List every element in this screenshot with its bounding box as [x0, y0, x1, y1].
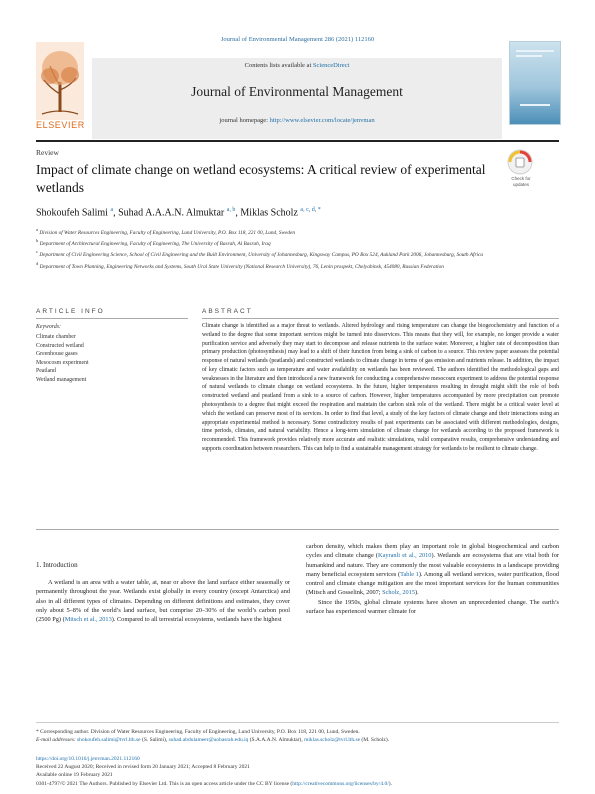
keyword: Constructed wetland — [36, 342, 84, 349]
author-affiliation-marker[interactable]: a, b — [226, 207, 236, 213]
abstract-text: Climate change is identified as a major threat to wetlands. Altered hydrology and rising temperature can change the biogeochemistry and function of a wetland to the degree that some important services might be turned into disservices. This means that they will, for example, no longer provide a water purification service and adversely they may start to decompose and release nutrients to the surface water. Moreover, a higher rate of decomposition than primary production (photosynthesis) may lead to a shift of their function from being a sink of carbon to a source. This review paper assesses the potential response of natural wetlands (peatlands) and constructed wetlands to climate change in terms of gas emission and nutrients release. In addition, the impact of key climatic factors such as temperature and water availability on wetlands has been reviewed. The authors identified the methodological gaps and weaknesses in the literature and then introduced a new framework for conducting a comprehensive mesocosm experiment to address the potential response of natural wetlands to climate change on wetland ecosystems. In the future, higher temperatures resulting in drought might shift the role of both constructed wetland and peatland from a sink to a source of carbon. However, higher temperatures accompanied by more precipitation can promote photosynthesis to a degree that might exceed the respiration and maintain the carbon sink role of the wetland. There might be a critical water level at which the wetland can preserve most of its services. In order to find that level, a study of the key factors of climate change and their interactions using an appropriate experimental method is necessary. Some contradictory results of past experiments can be associated with different methodologies, designs, time periods, climates, and natural variability. Hence a long-term simulation of climate change for wetlands according to the proposed framework is recommended. This framework provides relatively more accurate and realistic simulations, valid comparative results, comprehensive understanding and supports coordination between researchers. This can help to find a sustainable management strategy for wetlands to be resilient to climate change. — [202, 323, 559, 452]
corresponding-author-footnote — [36, 728, 559, 744]
doi-link[interactable]: https://doi.org/10.1016/j.jenvman.2021.112160 — [36, 756, 140, 762]
citation-link[interactable]: Scholz, 2015 — [382, 589, 415, 597]
affiliation-marker: a — [36, 227, 38, 232]
keyword: Peatland — [36, 368, 56, 375]
email-label: E-mail addresses: — [36, 737, 76, 744]
header-rule — [36, 140, 559, 142]
paragraph-text: ). Among all wetland services, water purification, flood control and climate change mitigation are the most important services for the human communities (Mitsch and Gosselink, 2007; — [306, 570, 559, 597]
article-type: Review — [36, 148, 59, 157]
journal-citation[interactable]: Journal of Environmental Management 286 (2021) 112160 — [220, 36, 375, 43]
affiliations — [36, 226, 559, 271]
sciencedirect-link[interactable]: ScienceDirect — [312, 62, 350, 69]
keyword: Wetland management — [36, 376, 87, 383]
license-link[interactable]: http://creativecommons.org/licenses/by/4.0/ — [292, 780, 389, 787]
abstract-rule — [202, 318, 559, 319]
footnote-marker: * — [36, 729, 39, 735]
introduction-right-column — [306, 542, 559, 616]
affiliation-marker: d — [36, 260, 39, 266]
table-link[interactable]: Table 1 — [400, 570, 419, 578]
paragraph: Since the 1950s, global climate systems have shown an unprecedented change. The earth’s surface has experienced warmer climate for — [306, 598, 559, 616]
corresponding-author-line — [36, 728, 559, 736]
author-list: Shokoufeh Salimi $^a$, Suhad A.A.A.N. Almuktar $^{a, b}$, Miklas Scholz $^{a, c, d, *}$ — [36, 207, 321, 219]
affiliation-text: Department of Civil Engineering Science, School of Civil Engineering and the Built Environment, University of Johannesburg, Kingsway Campus, PO Box 524, Aukland Park 2006, Johannesburg, South Africa — [39, 252, 483, 259]
introduction-left-column — [36, 578, 290, 624]
keywords-list — [36, 333, 186, 385]
paragraph — [306, 542, 559, 598]
affiliation-text: Department of Town Planning, Engineering Networks and Systems, South Ural State University (National Research University), 76, Lenin prospekt, Chelyabinsk, 454080, Russian Federation — [39, 263, 444, 270]
footnote-text: Corresponding author. Division of Water Resources Engineering, Faculty of Engineering, Lund University, P.O. Box 118, 221 00, Lund, Sweden. — [38, 729, 360, 735]
author-affiliation-marker[interactable]: a — [110, 207, 114, 213]
article-info-heading: ARTICLE INFO — [36, 308, 105, 315]
journal-homepage — [92, 117, 502, 124]
author-name[interactable]: Suhad A.A.A.N. Almuktar — [118, 207, 225, 219]
author-name[interactable]: Shokoufeh Salimi — [36, 207, 108, 219]
email-link[interactable]: miklas.scholz@tvrl.lth.se — [304, 737, 361, 744]
keyword: Climate chamber — [36, 334, 76, 340]
affiliation-item — [36, 260, 559, 271]
license-line — [36, 780, 559, 788]
citation-link[interactable]: Mitsch et al., 2013 — [64, 616, 112, 624]
affiliation-text: Division of Water Resources Engineering, Faculty of Engineering, Lund University, P.O. Box 118, 221 00, Lund, Sweden — [39, 229, 296, 236]
author-affiliation-marker[interactable]: a, c, d, * — [300, 207, 321, 213]
author-name[interactable]: Miklas Scholz — [240, 207, 298, 219]
footnote-rule — [36, 722, 559, 723]
contents-prefix: Contents lists available at — [244, 62, 313, 69]
abstract-heading: ABSTRACT — [202, 308, 253, 315]
affiliation-item — [36, 248, 559, 259]
abstract-bottom-rule — [36, 529, 559, 530]
keywords-title: Keywords: — [36, 324, 61, 330]
email-owner: (S.A.A.A.N. Almuktar), — [248, 737, 305, 744]
license-text: ). — [388, 780, 392, 787]
affiliation-marker: c — [36, 249, 38, 255]
email-owner: (S. Salimi), — [140, 737, 169, 744]
affiliation-item — [36, 226, 559, 237]
introduction-heading: 1. Introduction — [36, 561, 78, 569]
homepage-prefix: journal homepage: — [219, 117, 270, 124]
article-title: Impact of climate change on wetland ecosystems: A critical review of experimental wetlands — [36, 162, 486, 195]
citation-link[interactable]: Kayranli et al., 2010 — [378, 552, 432, 560]
paragraph-text: ). — [414, 589, 419, 597]
email-link[interactable]: shokoufeh.salimi@tvrl.lth.se — [77, 737, 141, 744]
elsevier-logo-text: ELSEVIER — [36, 120, 85, 130]
affiliation-marker: b — [36, 238, 39, 244]
email-owner: (M. Scholz). — [360, 737, 390, 744]
affiliation-text: Department of Architectural Engineering, Faculty of Engineering, The University of Basrah, Al Basrah, Iraq — [39, 240, 271, 247]
keyword: Mesocosm experiment — [36, 359, 89, 366]
received-dates: Received 22 August 2020; Received in revised form 20 January 2021; Accepted 8 February 2021 — [36, 764, 250, 771]
journal-title: Journal of Environmental Management — [191, 84, 403, 99]
publication-info — [36, 755, 559, 788]
paragraph-text: A wetland is an area with a water table, at, near or above the land surface either seasonally or permanently throughout the year. Wetlands exist globally in every country (except Antarctica) and also in all different types of climates. Depending on different definitions and estimates, they cover only about 5–8% of the world’s land surface, but comprise 20–30% of the world’s carbon pool (2500 Pg) ( — [36, 579, 290, 624]
license-text: 0301-4797/© 2021 The Authors. Published by Elsevier Ltd. This is an open access article under the CC BY license ( — [36, 780, 293, 787]
contents-line — [92, 62, 502, 69]
paragraph-text: ). Wetlands are ecosystems that are vital both for humankind and nature. They are commonly the most valuable ecosystems in a landscape providing many beneficial ecosystem services ( — [306, 552, 559, 578]
elsevier-tree-logo — [36, 42, 84, 120]
affiliation-item — [36, 237, 559, 248]
article-info-rule — [36, 318, 188, 319]
homepage-link[interactable]: http://www.elsevier.com/locate/jenvman — [269, 117, 375, 124]
paragraph-text: ). Compared to all terrestrial ecosystems, wetlands have the highest — [111, 616, 282, 624]
email-line — [36, 736, 559, 744]
available-online-date: Available online 19 February 2021 — [36, 772, 113, 779]
check-for-updates-icon[interactable] — [505, 148, 535, 176]
paragraph-text: carbon density, which makes them play an important role in global biogeochemical and carbon cycles and climate change ( — [306, 543, 559, 560]
check-for-updates-label[interactable]: Check for updates — [511, 176, 531, 187]
email-link[interactable]: suhad.abdulameer@uobasrah.edu.iq — [168, 737, 249, 744]
keyword: Greenhouse gases — [36, 351, 78, 358]
journal-cover-image — [509, 41, 561, 125]
